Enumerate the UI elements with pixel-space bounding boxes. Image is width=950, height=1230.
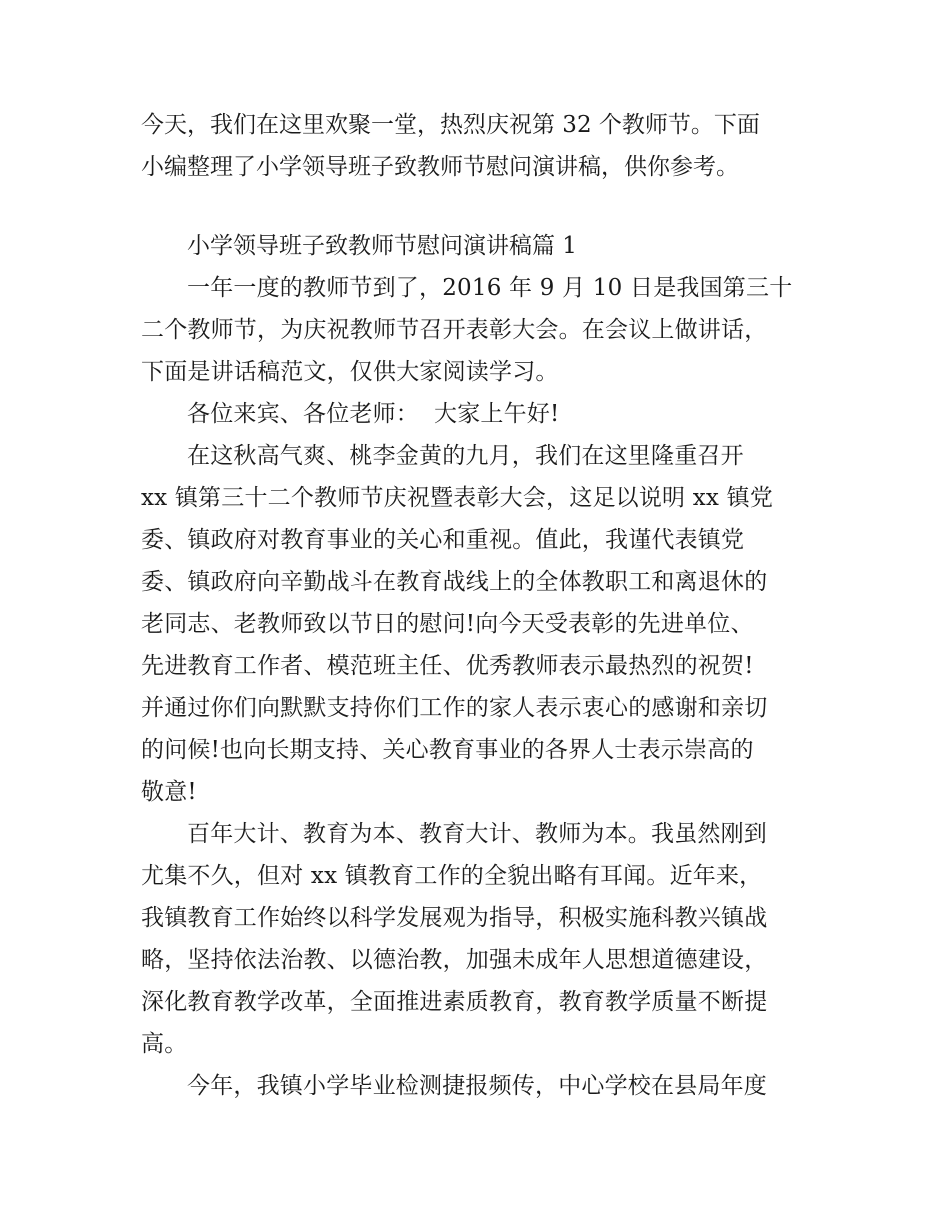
paragraph-line: 二个教师节，为庆祝教师节召开表彰大会。在会议上做讲话，: [141, 317, 768, 343]
paragraph-line: 略，坚持依法治教、以德治教，加强未成年人思想道德建设，: [141, 947, 768, 973]
paragraph-line: 一年一度的教师节到了，2016 年 9 月 10 日是我国第三十: [187, 275, 793, 301]
paragraph-line: 的问候!也向长期支持、关心教育事业的各界人士表示崇高的: [141, 737, 754, 763]
paragraph-line: 尤集不久，但对 xx 镇教育工作的全貌出略有耳闻。近年来，: [141, 863, 763, 889]
paragraph-line: 先进教育工作者、模范班主任、优秀教师表示最热烈的祝贺!: [141, 653, 754, 679]
body-paragraph-1: [141, 267, 811, 393]
paragraph-line: 在这秋高气爽、桃李金黄的九月，我们在这里隆重召开: [187, 443, 744, 469]
intro-line: 今天，我们在这里欢聚一堂，热烈庆祝第 32 个教师节。下面: [141, 112, 760, 138]
paragraph-line: xx 镇第三十二个教师节庆祝暨表彰大会，这足以说明 xx 镇党: [141, 485, 774, 511]
paragraph-line: 委、镇政府对教育事业的关心和重视。值此，我谨代表镇党: [141, 527, 745, 553]
body-paragraph-4: [141, 813, 811, 1065]
paragraph-line: 今年，我镇小学毕业检测捷报频传，中心学校在县局年度: [187, 1073, 767, 1099]
paragraph-line: 百年大计、教育为本、教育大计、教师为本。我虽然刚到: [187, 821, 767, 847]
section-heading: 小学领导班子致教师节慰问演讲稿篇 1: [187, 233, 577, 259]
body-paragraph-3: [141, 435, 811, 813]
paragraph-line: 老同志、老教师致以节日的慰问!向今天受表彰的先进单位、: [141, 611, 754, 637]
paragraph-line: 并通过你们向默默支持你们工作的家人表示衷心的感谢和亲切: [141, 695, 768, 721]
paragraph-line: 敬意!: [141, 779, 197, 805]
paragraph-line: 下面是讲话稿范文，仅供大家阅读学习。: [141, 359, 559, 385]
paragraph-line: 委、镇政府向辛勤战斗在教育战线上的全体教职工和离退休的: [141, 569, 768, 595]
document-page: [141, 104, 811, 1107]
paragraph-line: 高。: [141, 1031, 188, 1057]
paragraph-line: 深化教育教学改革，全面推进素质教育，教育教学质量不断提: [141, 989, 768, 1015]
body-paragraph-2: [141, 393, 811, 435]
intro-paragraph: [141, 104, 811, 188]
paragraph-line: 我镇教育工作始终以科学发展观为指导，积极实施科教兴镇战: [141, 905, 768, 931]
body-paragraph-5: [141, 1065, 811, 1107]
paragraph-line: 各位来宾、各位老师： 大家上午好!: [187, 401, 560, 427]
intro-line: 小编整理了小学领导班子致教师节慰问演讲稿，供你参考。: [141, 154, 739, 180]
